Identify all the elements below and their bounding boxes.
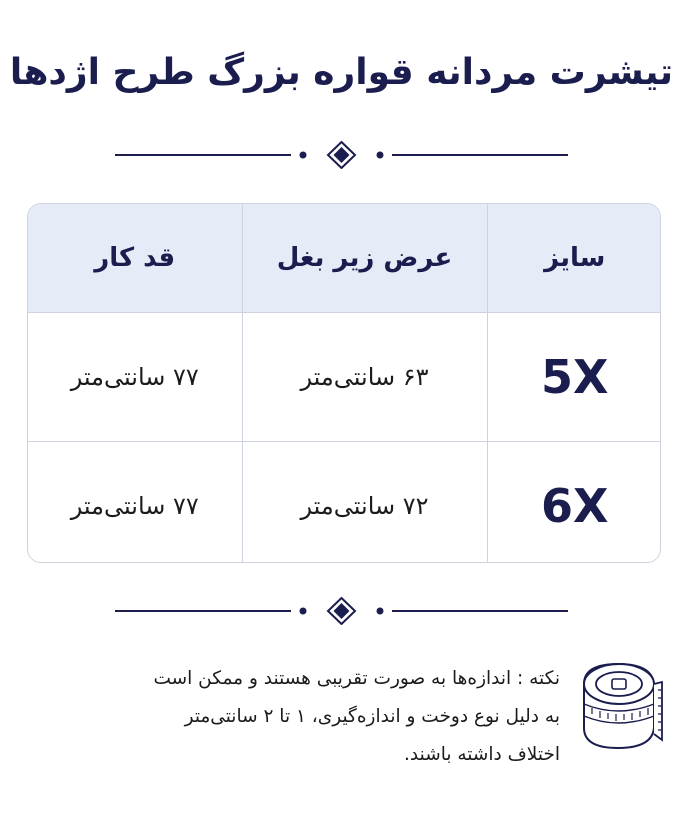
note-text [40,660,560,774]
diamond-ornament-icon [328,142,355,168]
header-length: قد کار [28,204,242,313]
header-size: سایز [487,204,661,313]
table-row [28,442,661,564]
length-cell: ۷۷ سانتی‌متر [28,313,242,442]
table-row [28,313,661,442]
table-header-row [28,204,661,313]
ornament-divider-top [115,141,568,169]
diamond-ornament-icon [328,598,355,624]
note-line: نکته : اندازه‌ها به صورت تقریبی هستند و ممکن است [153,668,560,689]
note-line: به دلیل نوع دوخت و اندازه‌گیری، ۱ تا ۲ سانتی‌متر [184,706,560,727]
size-table [27,203,661,563]
chest-width-cell: ۷۲ سانتی‌متر [242,442,487,564]
size-cell: 5X [487,313,661,442]
chest-width-cell: ۶۳ سانتی‌متر [242,313,487,442]
measuring-tape-icon [578,654,664,754]
size-cell: 6X [487,442,661,564]
header-chest-width: عرض زیر بغل [242,204,487,313]
page-title: تیشرت مردانه قواره بزرگ طرح اژدها [9,52,674,93]
ornament-divider-bottom [115,597,568,625]
note-line: اختلاف داشته باشند. [404,744,560,765]
length-cell: ۷۷ سانتی‌متر [28,442,242,564]
